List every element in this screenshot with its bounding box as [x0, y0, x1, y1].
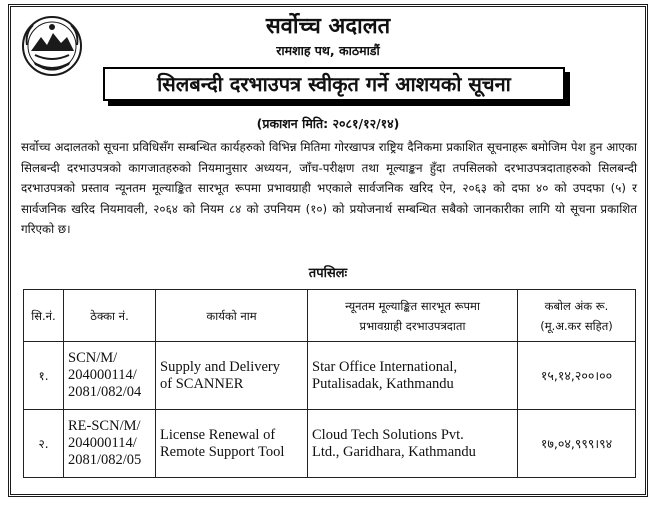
- row-bidder: [308, 410, 518, 478]
- contract-no-line: SCN/M/: [68, 350, 118, 366]
- header-bidder-line1: न्यूनतम मूल्याङ्कित सारभूत रूपमा: [345, 298, 480, 313]
- row-contract-no: [64, 410, 156, 478]
- header-amount-line2: (मू.अ.कर सहित): [540, 318, 613, 333]
- row-work-name: [156, 342, 308, 410]
- contract-no-line: 2081/082/04: [68, 384, 142, 400]
- row-sn: २.: [24, 410, 64, 478]
- header-sn: सि.नं.: [24, 290, 64, 342]
- notice-page: [8, 4, 648, 497]
- table-row: [24, 410, 636, 478]
- work-name-line: of SCANNER: [160, 375, 244, 392]
- row-work-name: [156, 410, 308, 478]
- court-address: रामशाह पथ, काठमाडौं: [276, 43, 380, 58]
- row-bidder: [308, 342, 518, 410]
- bidder-line: Cloud Tech Solutions Pvt.: [312, 426, 464, 443]
- table-header-row: [24, 290, 636, 342]
- work-name-line: Supply and Delivery: [160, 358, 281, 375]
- header-bidder-line2: प्रभावग्राही दरभाउपत्रदाता: [359, 318, 466, 333]
- notice-body-text: सर्वोच्च अदालतको सूचना प्रविधिसँग सम्बन्धित कार्यहरुको विभिन्न मितिमा गोरखापत्र राष्ट्रिय दैनिकमा प्रकाशित सूचनाहरू बमोजिम पेश हुन आएका सिलबन्दी दरभाउपत्रको कागजातहरुको नियमानुसार अध्ययन, जाँच-परीक्षण तथा मूल्याङ्कन हुँदा तपसिलको दरभाउपत्रदाताहरुको सिलबन्दी दरभाउपत्रको प्रस्ताव न्यूनतम मूल्याङ्कित सारभूत रूपमा प्रभावग्राही भएकाले सार्वजनिक खरिद ऐन, २०६३ को दफा ४० को उपदफा (५) र सार्वजनिक खरिद नियमावली, २०६४ को नियम ८४ को उपनियम (१०) को प्रयोजनार्थ सम्बन्धित सबैको जानकारीका लागि यो सूचना प्रकाशित गरिएको छ।: [21, 140, 637, 236]
- header-bidder: [308, 290, 518, 342]
- row-sn: १.: [24, 342, 64, 410]
- bidder-line: Putalisadak, Kathmandu: [312, 375, 454, 392]
- notice-title: सिलबन्दी दरभाउपत्र स्वीकृत गर्ने आशयको सूचना: [103, 67, 565, 101]
- header-amount: [518, 290, 636, 342]
- bid-table: [23, 289, 636, 478]
- court-name: सर्वोच्च अदालत: [265, 14, 391, 39]
- row-amount: १५,१४,२००।००: [518, 342, 636, 410]
- row-amount: १७,०४,९९९।९४: [518, 410, 636, 478]
- table-heading: तपसिलः: [308, 266, 348, 281]
- contract-no-line: 204000114/: [68, 435, 137, 451]
- row-contract-no: [64, 342, 156, 410]
- publication-date: (प्रकाशन मिति: २०८१/१२/१४): [256, 116, 400, 131]
- header-contract-no: ठेक्का नं.: [64, 290, 156, 342]
- work-name-line: License Renewal of: [160, 426, 276, 443]
- header-work-name: कार्यको नाम: [156, 290, 308, 342]
- bidder-line: Ltd., Garidhara, Kathmandu: [312, 443, 476, 460]
- work-name-line: Remote Support Tool: [160, 443, 285, 460]
- notice-title-box: [103, 67, 571, 107]
- contract-no-line: 2081/082/05: [68, 452, 142, 468]
- contract-no-line: RE-SCN/M/: [68, 418, 141, 434]
- bidder-line: Star Office International,: [312, 358, 458, 375]
- contract-no-line: 204000114/: [68, 367, 137, 383]
- table-row: [24, 342, 636, 410]
- header-amount-line1: कबोल अंक रू.: [544, 298, 609, 313]
